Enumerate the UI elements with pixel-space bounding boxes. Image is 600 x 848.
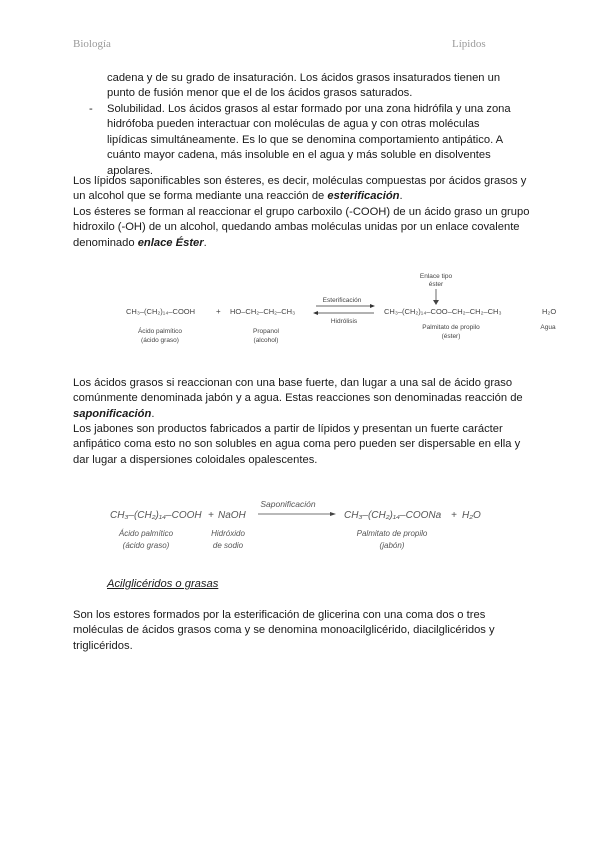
esterification-reaction-figure	[118, 268, 568, 356]
label-water: Agua	[540, 324, 556, 331]
product-propyl-palmitate: CH₃–(CH₂)₁₄–COO–CH₂–CH₂–CH₃	[384, 307, 502, 316]
header-subject: Biología	[73, 38, 111, 50]
bond-label-line1: Enlace tipo	[419, 273, 453, 280]
label-hydroxide: Hidróxido	[211, 529, 245, 538]
reactant-palmitic-acid: CH₃–(CH₂)₁₄–COOH	[110, 510, 202, 521]
label-ester: (éster)	[441, 333, 461, 340]
label-sodium: de sodio	[212, 541, 244, 550]
product-water: H₂O	[462, 510, 481, 521]
reverse-label: Hidrólisis	[330, 318, 358, 325]
reverse-arrowhead	[313, 311, 318, 315]
reactant-naoh: NaOH	[218, 510, 246, 521]
product-soap: CH₃–(CH₂)₁₄–COONa	[344, 510, 442, 521]
paragraph-text: Los ácidos grasos si reaccionan con una base fuerte, dan lugar a una sal de ácido graso comúnmente denominada jabón y a agua. Estas reacciones son denominadas reacción de	[73, 377, 523, 405]
plus-sign-1: +	[208, 510, 214, 521]
header-topic: Lípidos	[452, 38, 486, 50]
label-propyl-palmitate: Palmitato de propilo	[422, 324, 480, 331]
forward-arrowhead	[370, 304, 375, 308]
label-alcohol: (alcohol)	[253, 337, 279, 344]
paragraph-end: .	[151, 407, 155, 420]
bond-label-line2: éster	[428, 281, 444, 288]
plus-sign: +	[216, 307, 221, 316]
paragraph-saponificables	[73, 174, 533, 205]
saponification-arrow-label: Saponificación	[260, 499, 316, 509]
subheading-acilgliceridos: Acilglicéridos o grasas	[107, 578, 219, 590]
forward-label: Esterificación	[322, 297, 362, 304]
label-fatty-acid: (ácido graso)	[141, 337, 179, 344]
product-water: H₂O	[542, 307, 557, 316]
saponification-reaction-figure	[108, 492, 508, 562]
label-propanol: Propanol	[252, 328, 280, 335]
paragraph-text: Los ésteres se forman al reaccionar el grupo carboxilo (-COOH) de un ácido graso un grupo hidroxilo (-OH) de un alcohol, quedando ambas moléculas unidas por un enlace covalente denominado	[73, 206, 530, 249]
reactant-propanol: HO–CH₂–CH₂–CH₃	[230, 307, 296, 316]
bullet-text: Solubilidad. Los ácidos grasos al estar formado por una zona hidrófila y una zona hidrófoba pueden interactuar con moléculas de agua y con otras moléculas lipídicas simultáneamente. Es lo que se denomina comportamiento antipático. A cuánto mayor cadena, más insoluble en el agua y más soluble en disolventes apolares.	[107, 103, 511, 177]
label-propyl-palmitate: Palmitato de propilo	[356, 529, 428, 538]
plus-sign-2: +	[451, 510, 457, 521]
paragraph-end: .	[203, 236, 207, 249]
saponification-arrowhead	[330, 512, 336, 516]
label-fatty-acid: (ácido graso)	[122, 541, 170, 550]
bullet-continuation: cadena y de su grado de insaturación. Los ácidos grasos insaturados tienen un punto de fusión menor que el de los ácidos grasos saturados.	[107, 72, 501, 100]
paragraph-acilgliceridos: Son los estores formados por la esterificación de glicerina con una coma dos o tres moléculas de ácidos grasos coma y se denomina monoacilglicérido, diacilglicéridos y triglicéridos.	[73, 609, 495, 652]
term-enlace-ester: enlace Éster	[137, 236, 204, 249]
label-soap: (jabón)	[379, 541, 405, 550]
term-saponificacion: saponificación	[73, 407, 152, 420]
paragraph-end: .	[399, 190, 403, 203]
paragraph-jabones: Los jabones son productos fabricados a partir de lípidos y presentan un fuerte carácter anfipático coma esto no son solubles en agua coma pero pueden ser dispersable en ella y dar lugar a dispersiones coloidales opalescentes.	[73, 423, 521, 466]
term-esterificacion: esterificación	[327, 190, 400, 203]
paragraph-saponificacion	[73, 376, 533, 422]
label-palmitic-acid: Ácido palmítico	[137, 328, 183, 335]
paragraph-text: Los lípidos saponificables son ésteres, es decir, moléculas compuestas por ácidos grasos y un alcohol que se forma mediante una reacción de	[73, 175, 527, 203]
paragraph-esteres	[73, 205, 533, 251]
label-palmitic-acid: Ácido palmítico	[118, 529, 174, 538]
bullet-marker: -	[89, 103, 93, 115]
reactant-palmitic-acid: CH₃–(CH₂)₁₄–COOH	[126, 307, 196, 316]
bond-pointer-arrowhead	[433, 300, 439, 305]
